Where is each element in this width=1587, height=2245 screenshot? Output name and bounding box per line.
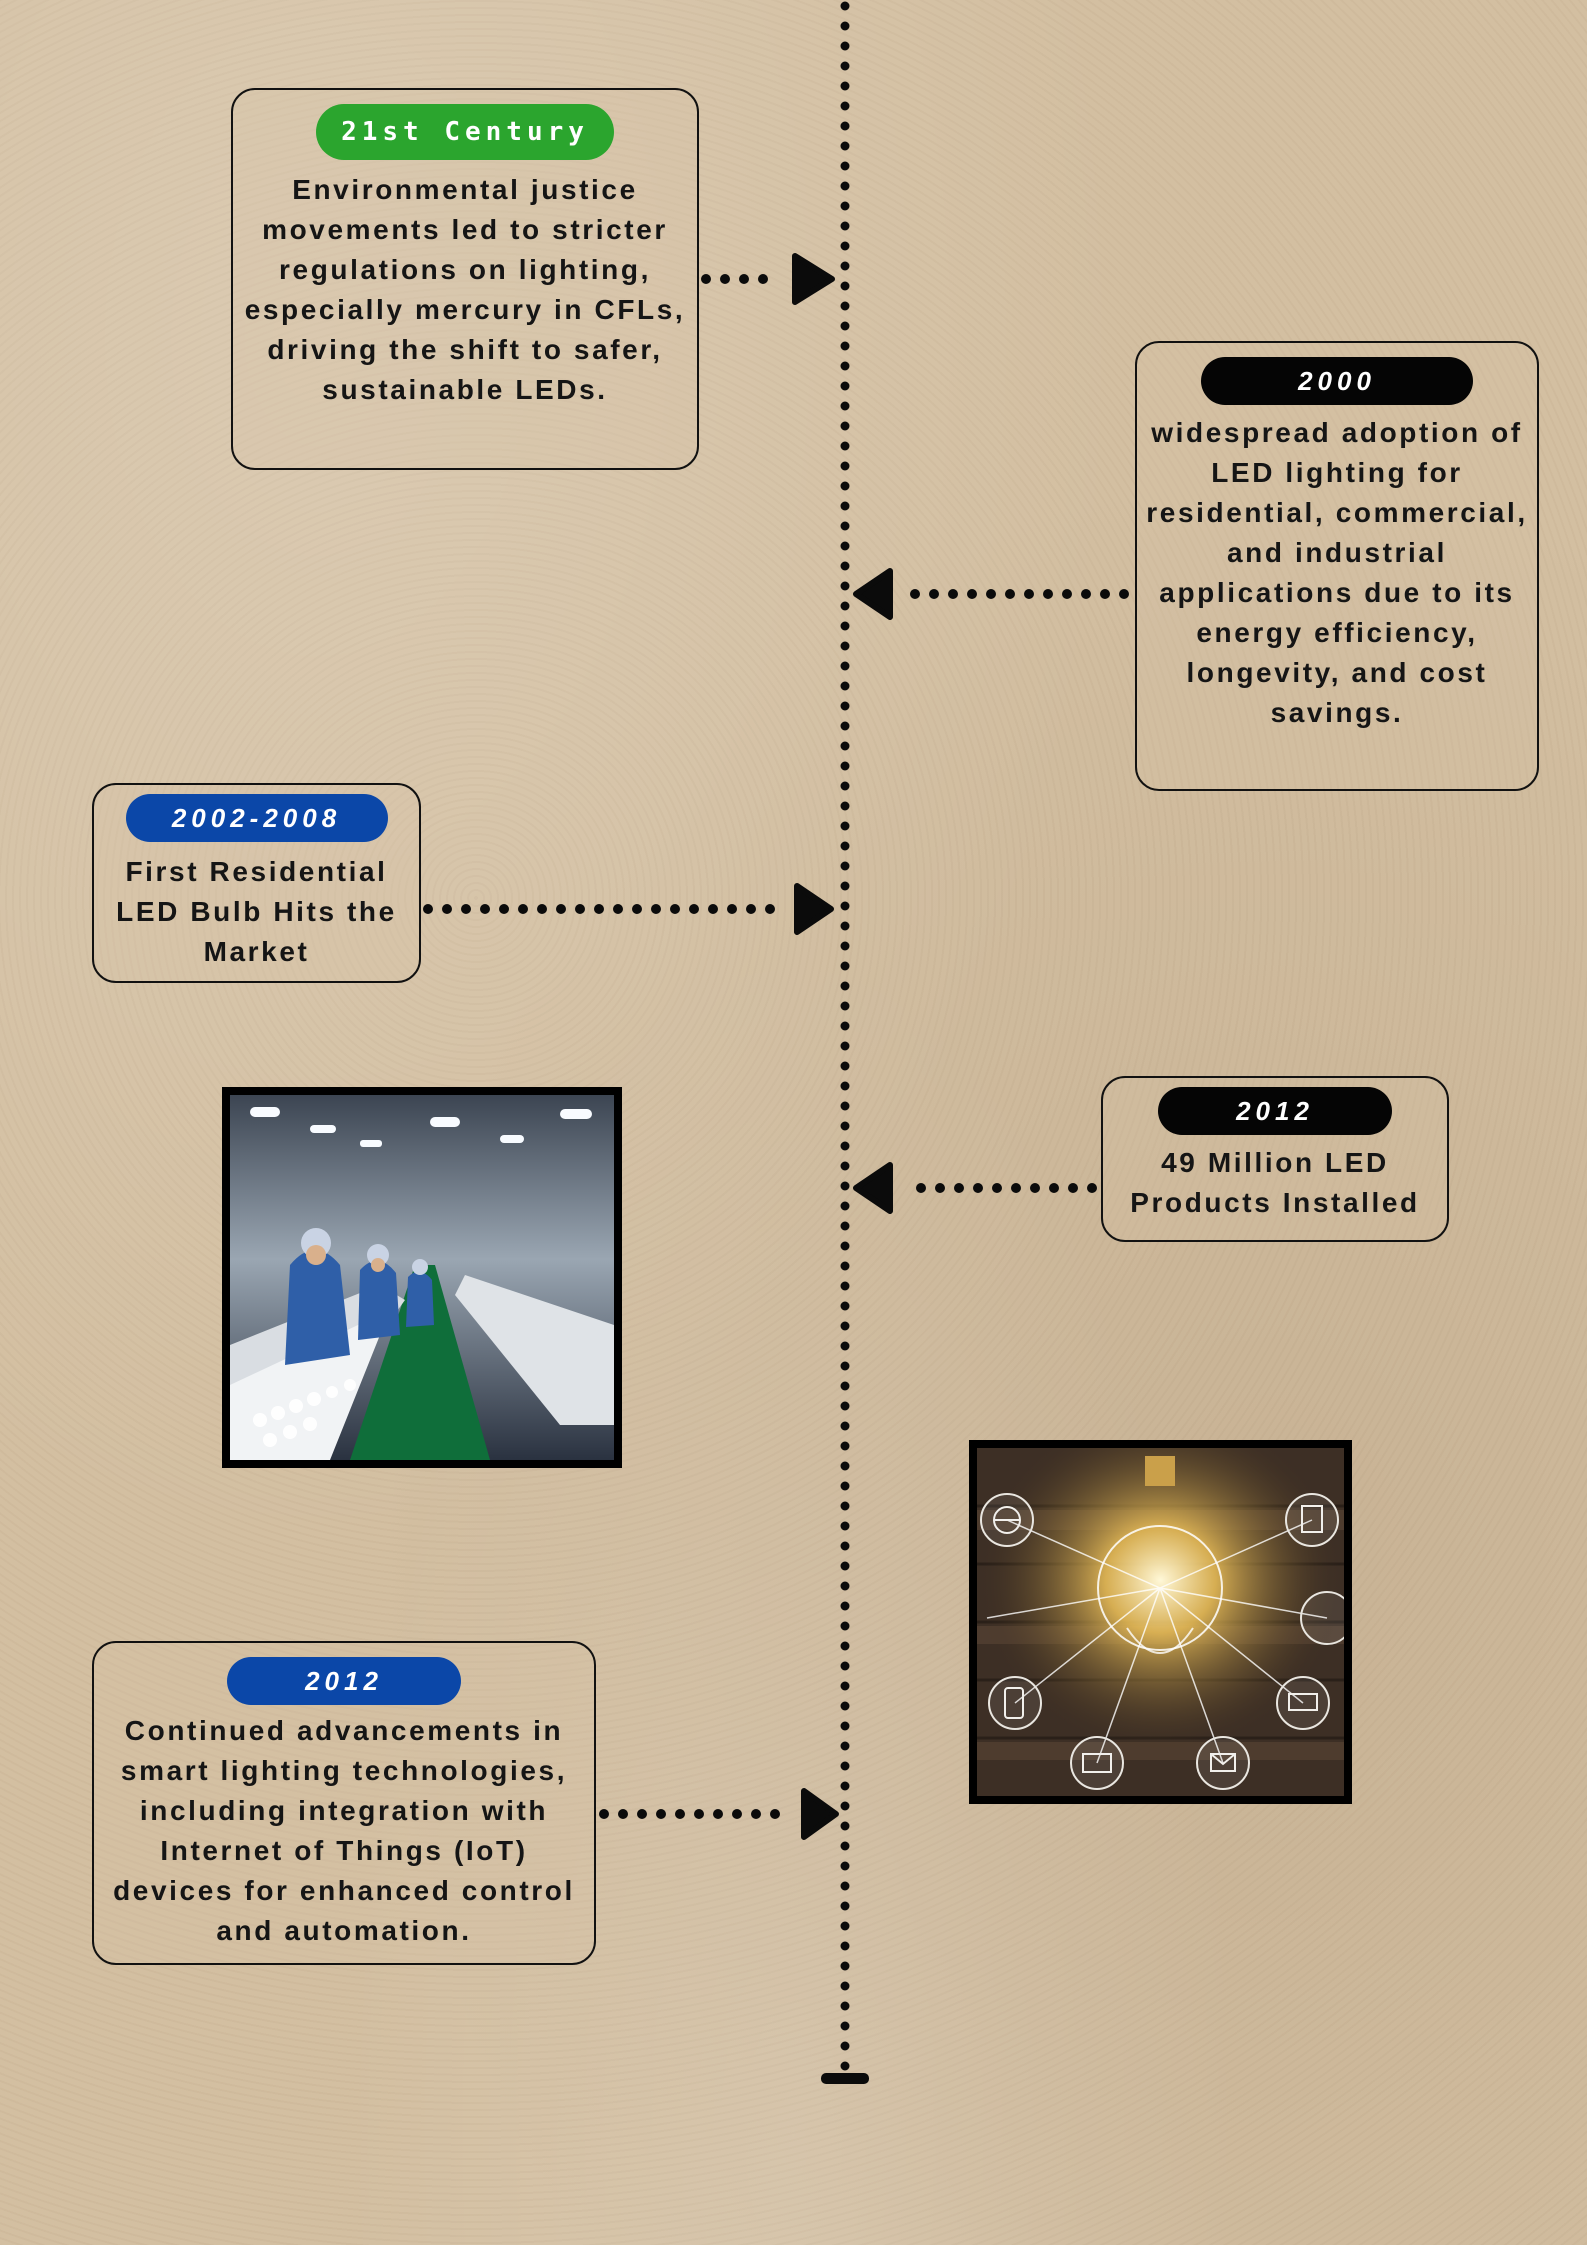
event-description: Continued advancements in smart lighting technologies, including integration with Internet of Things (IoT) devices for enhanced control and automation.	[113, 1715, 575, 1946]
event-description: Environmental justice movements led to stricter regulations on lighting, especially mercury in CFLs, driving the shift to safer, sustainable LEDs.	[244, 174, 686, 405]
event-date-pill: 2012	[227, 1657, 461, 1705]
document-icon	[1286, 1494, 1338, 1546]
arrow-head-left	[856, 1165, 890, 1211]
arrow-head-right	[797, 886, 831, 932]
event-date-pill: 21st Century	[316, 104, 614, 160]
smart-bulb-iot-network-photo	[969, 1440, 1352, 1804]
event-description: widespread adoption of LED lighting for residential, commercial, and industrial applications due to its energy efficiency, longevity, and cost savings.	[1146, 417, 1528, 728]
phone-icon	[989, 1677, 1041, 1729]
arrow-head-left	[856, 571, 890, 617]
event-card-2012-installed	[1101, 1076, 1449, 1242]
factory-workers-led-assembly-photo	[222, 1087, 622, 1468]
event-description: First Residential LED Bulb Hits the Market	[116, 856, 397, 967]
laptop-icon	[1277, 1677, 1329, 1729]
event-card-2000	[1135, 341, 1539, 791]
event-description: 49 Million LED Products Installed	[1130, 1147, 1420, 1218]
monitor-icon	[1071, 1737, 1123, 1789]
cart-icon	[1301, 1592, 1344, 1644]
event-card-2012-smart-lighting	[92, 1641, 596, 1965]
arrow-head-right	[795, 256, 832, 302]
event-date-pill: 2012	[1158, 1087, 1392, 1135]
event-card-21st-century	[231, 88, 699, 470]
event-date-pill: 2000	[1201, 357, 1473, 405]
arrow-head-right	[804, 1791, 836, 1837]
timeline-end-cap	[821, 2073, 869, 2084]
event-card-2002-2008	[92, 783, 421, 983]
event-date-pill: 2002-2008	[126, 794, 388, 842]
